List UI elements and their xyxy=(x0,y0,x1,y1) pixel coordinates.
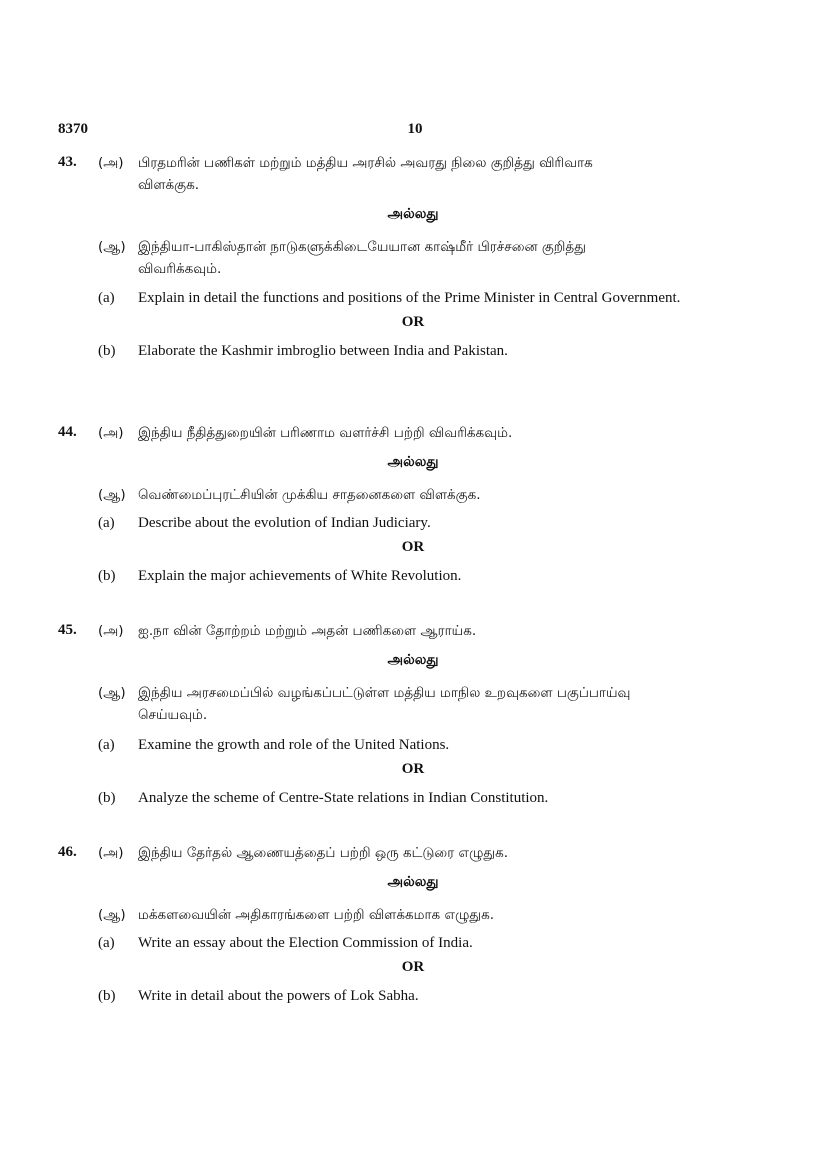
option-label: (a) xyxy=(98,515,115,531)
option-text: பிரதமரின் பணிகள் மற்றும் மத்திய அரசில் அவரது நிலை குறித்து விரிவாக xyxy=(138,155,593,171)
english-or-separator: OR xyxy=(401,959,425,975)
option-label: (அ) xyxy=(98,623,124,639)
english-or-separator: OR xyxy=(401,761,425,777)
option-text: இந்தியா-பாகிஸ்தான் நாடுகளுக்கிடையேயான காஷ்மீர் பிரச்சனை குறித்து xyxy=(138,239,586,255)
option-text: வெண்மைப்புரட்சியின் முக்கிய சாதனைகளை விளக்குக. xyxy=(138,487,481,503)
option-text: இந்திய தேர்தல் ஆணையத்தைப் பற்றி ஒரு கட்டுரை எழுதுக. xyxy=(138,845,509,861)
option-label: (அ) xyxy=(98,845,124,861)
option-label: (ஆ) xyxy=(98,685,126,701)
question-number: 43. xyxy=(58,154,77,170)
tamil-option-a xyxy=(98,842,766,864)
option-text-continued: செய்யவும். xyxy=(138,707,208,723)
option-text: Explain the major achievements of White Revolution. xyxy=(138,568,462,584)
option-text: Examine the growth and role of the United Nations. xyxy=(138,737,450,753)
english-option-b xyxy=(98,787,766,809)
english-option-b xyxy=(98,340,766,362)
tamil-or-separator: அல்லது xyxy=(387,652,439,668)
tamil-option-a xyxy=(98,152,766,174)
option-label: (b) xyxy=(98,790,116,806)
question-number: 46. xyxy=(58,844,77,860)
tamil-or-separator: அல்லது xyxy=(387,874,439,890)
tamil-or-separator: அல்லது xyxy=(387,454,439,470)
option-label: (ஆ) xyxy=(98,239,126,255)
option-label: (அ) xyxy=(98,155,124,171)
option-label: (ஆ) xyxy=(98,487,126,503)
english-or-separator: OR xyxy=(401,314,425,330)
option-text: Elaborate the Kashmir imbroglio between India and Pakistan. xyxy=(138,343,508,359)
tamil-option-a xyxy=(98,620,766,642)
english-option-a xyxy=(98,932,766,954)
option-text: Write in detail about the powers of Lok Sabha. xyxy=(138,988,419,1004)
option-label: (a) xyxy=(98,737,115,753)
option-text: Explain in detail the functions and positions of the Prime Minister in Central Government. xyxy=(138,290,681,306)
question-number: 45. xyxy=(58,622,77,638)
question-number: 44. xyxy=(58,424,77,440)
option-label: (b) xyxy=(98,568,116,584)
page-number: 10 xyxy=(407,121,423,137)
english-option-b xyxy=(98,565,766,587)
tamil-or-separator: அல்லது xyxy=(387,206,439,222)
tamil-option-a xyxy=(98,422,766,444)
option-text: மக்களவையின் அதிகாரங்களை பற்றி விளக்கமாக எழுதுக. xyxy=(138,907,495,923)
option-text: Write an essay about the Election Commission of India. xyxy=(138,935,473,951)
option-text: இந்திய நீதித்துறையின் பரிணாம வளர்ச்சி பற்றி விவரிக்கவும். xyxy=(138,425,513,441)
option-label: (a) xyxy=(98,935,115,951)
option-text: ஐ.நா வின் தோற்றம் மற்றும் அதன் பணிகளை ஆராய்க. xyxy=(138,623,477,639)
option-text-continued: விளக்குக. xyxy=(138,177,200,193)
option-label: (ஆ) xyxy=(98,907,126,923)
tamil-option-b xyxy=(98,484,766,506)
english-option-b xyxy=(98,985,766,1007)
tamil-option-b xyxy=(98,236,766,258)
option-text: Describe about the evolution of Indian Judiciary. xyxy=(138,515,431,531)
option-text: இந்திய அரசமைப்பில் வழங்கப்பட்டுள்ள மத்திய மாநில உறவுகளை பகுப்பாய்வு xyxy=(138,685,631,701)
option-label: (a) xyxy=(98,290,115,306)
option-label: (அ) xyxy=(98,425,124,441)
option-text-continued: விவரிக்கவும். xyxy=(138,261,222,277)
english-option-a xyxy=(98,512,766,534)
option-text: Analyze the scheme of Centre-State relations in Indian Constitution. xyxy=(138,790,549,806)
option-label: (b) xyxy=(98,343,116,359)
page-header xyxy=(0,121,826,143)
english-option-a xyxy=(98,734,766,756)
option-label: (b) xyxy=(98,988,116,1004)
english-or-separator: OR xyxy=(401,539,425,555)
tamil-option-b xyxy=(98,682,766,704)
paper-code: 8370 xyxy=(58,121,88,137)
english-option-a xyxy=(98,287,766,309)
tamil-option-b xyxy=(98,904,766,926)
